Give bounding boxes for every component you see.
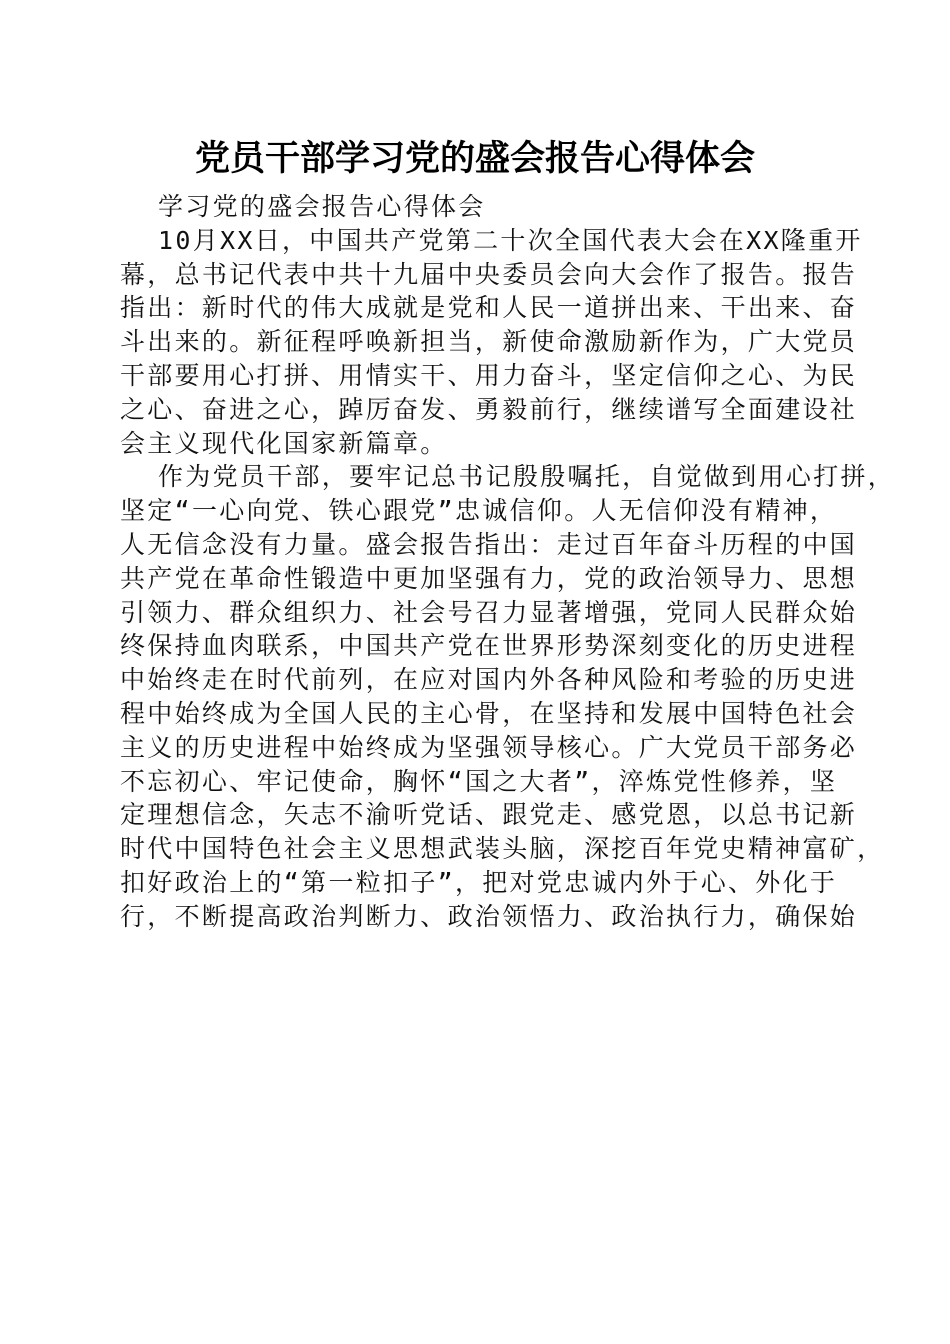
document-title: 党员干部学习党的盛会报告心得体会	[194, 138, 755, 179]
paragraph-1-line: 之心、奋进之心，踔厉奋发、勇毅前行，继续谱写全面建设社	[120, 394, 858, 424]
paragraph-2-line: 主义的历史进程中始终成为坚强领导核心。广大党员干部务必	[120, 732, 858, 762]
paragraph-1-line: 10月XX日，中国共产党第二十次全国代表大会在XX隆重开	[158, 225, 863, 255]
paragraph-2-line: 程中始终成为全国人民的主心骨，在坚持和发展中国特色社会	[120, 698, 858, 728]
paragraph-2-line: 扣好政治上的“第一粒扣子”，把对党忠诚内外于心、外化于	[120, 867, 838, 897]
document-subtitle: 学习党的盛会报告心得体会	[158, 192, 486, 221]
paragraph-1-line: 干部要用心打拼、用情实干、用力奋斗，坚定信仰之心、为民	[120, 360, 858, 390]
paragraph-2-line: 共产党在革命性锻造中更加坚强有力，党的政治领导力、思想	[120, 563, 858, 593]
paragraph-1-line: 斗出来的。新征程呼唤新担当，新使命激励新作为，广大党员	[120, 327, 858, 357]
paragraph-2-line: 中始终走在时代前列，在应对国内外各种风险和考验的历史进	[120, 665, 858, 695]
paragraph-1-line: 指出：新时代的伟大成就是党和人民一道拼出来、干出来、奋	[120, 293, 858, 323]
paragraph-2-line: 引领力、群众组织力、社会号召力显著增强，党同人民群众始	[120, 597, 858, 627]
paragraph-2-line: 定理想信念，矢志不渝听党话、跟党走、感党恩，以总书记新	[120, 800, 858, 830]
document-body	[120, 190, 896, 934]
paragraph-2-line: 时代中国特色社会主义思想武装头脑，深挖百年党史精神富矿，	[120, 834, 885, 864]
paragraph-1-line: 幕，总书记代表中共十九届中央委员会向大会作了报告。报告	[120, 259, 858, 289]
paragraph-2-line: 终保持血肉联系，中国共产党在世界形势深刻变化的历史进程	[120, 631, 858, 661]
paragraph-2-line: 人无信念没有力量。盛会报告指出：走过百年奋斗历程的中国	[120, 529, 858, 559]
paragraph-2-line: 坚定“一心向党、铁心跟党”忠诚信仰。人无信仰没有精神，	[120, 496, 838, 526]
paragraph-1-line: 会主义现代化国家新篇章。	[120, 428, 448, 458]
paragraph-2-line: 不忘初心、牢记使命，胸怀“国之大者”，淬炼党性修养，坚	[120, 766, 838, 796]
paragraph-2-line: 作为党员干部，要牢记总书记殷殷嘱托，自觉做到用心打拼，	[158, 462, 896, 492]
paragraph-2-line: 行，不断提高政治判断力、政治领悟力、政治执行力，确保始	[120, 901, 858, 931]
